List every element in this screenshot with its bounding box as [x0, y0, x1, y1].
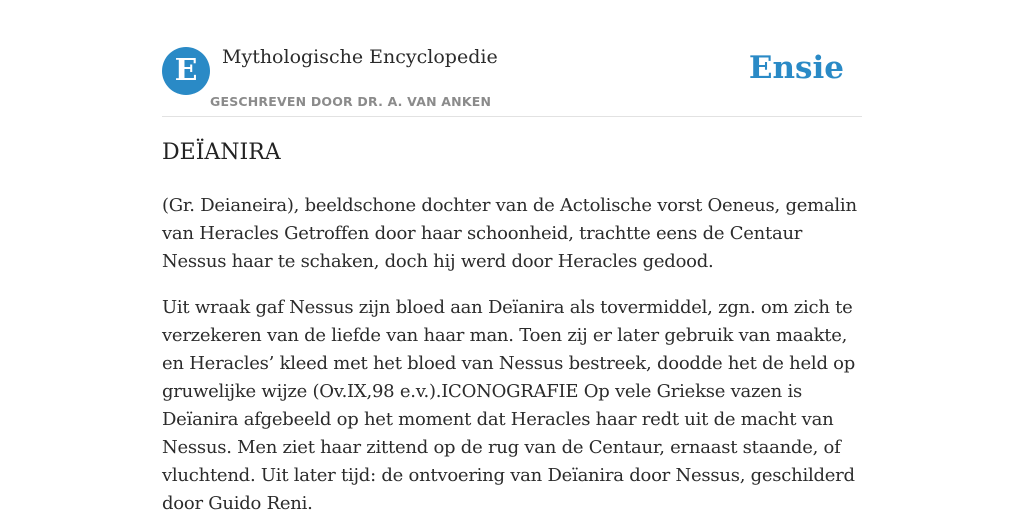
book-title-link[interactable]: Mythologische Encyclopedie — [222, 46, 498, 68]
entry-title: DEÏANIRA — [162, 140, 281, 165]
ensie-brand-logo[interactable]: Ensie — [748, 50, 844, 86]
entry-paragraph: Uit wraak gaf Nessus zijn bloed aan Deïanira als tovermiddel, zgn. om zich te verzekeren van de liefde van haar man. Toen zij er later gebruik van maakte, en Heracles’ kleed met het bloed van Nessus bestreek, doodde het de held op gruwelijke wijze (Ov.IX,98 e.v.).ICONOGRAFIE Op vele Griekse vazen is Deïanira afgebeeld op het moment dat Heracles haar redt uit de macht van Nessus. Men ziet haar zittend op de rug van de Centaur, ernaast staande, of vluchtend. Uit later tijd: de ontvoering van Deïanira door Nessus, geschilderd door Guido Reni. — [162, 297, 856, 512]
ensie-e-logo-icon[interactable]: E — [162, 47, 210, 95]
header — [162, 44, 862, 117]
entry-body — [162, 192, 862, 512]
entry-paragraph: (Gr. Deianeira), beeldschone dochter van de Actolische vorst Oeneus, gemalin van Heracles Getroffen door haar schoonheid, trachtte eens de Centaur Nessus haar te schaken, doch hij werd door Heracles gedood. — [162, 195, 857, 272]
author-line: GESCHREVEN DOOR DR. A. VAN ANKEN — [210, 94, 492, 109]
